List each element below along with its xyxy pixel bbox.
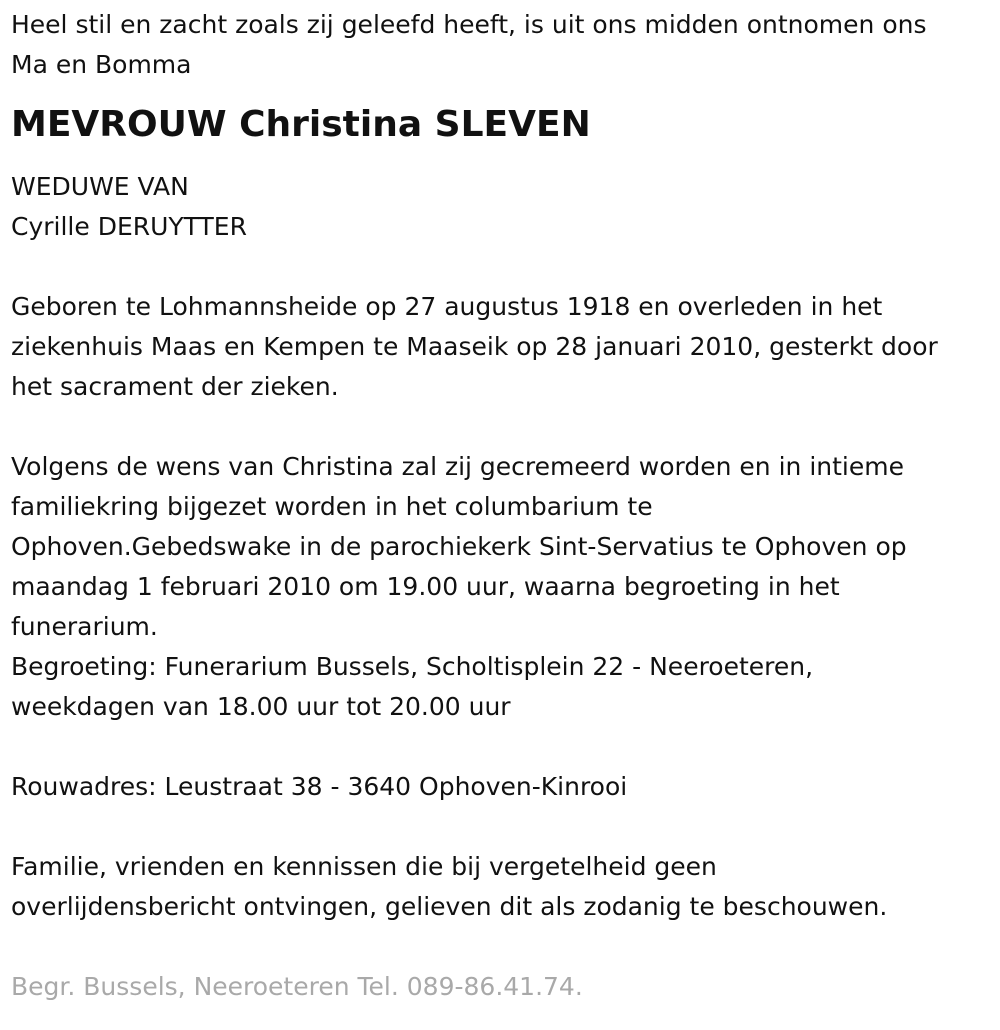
paragraph-line: funerarium. — [11, 612, 158, 641]
intro-line: Heel stil en zacht zoals zij geleefd heeft, is uit ons midden ontnomen ons — [11, 10, 927, 39]
spacer — [11, 727, 991, 767]
spacer — [11, 247, 991, 287]
birth-death-paragraph — [11, 287, 991, 407]
spacer — [11, 407, 991, 447]
paragraph-line: Familie, vrienden en kennissen die bij vergetelheid geen — [11, 852, 717, 881]
paragraph-line: Volgens de wens van Christina zal zij gecremeerd worden en in intieme — [11, 452, 904, 481]
intro-text — [11, 5, 991, 85]
paragraph-line: overlijdensbericht ontvingen, gelieven dit als zodanig te beschouwen. — [11, 892, 888, 921]
funeral-home-footer: Begr. Bussels, Neeroeteren Tel. 089-86.41.74. — [11, 972, 583, 1001]
paragraph-line: weekdagen van 18.00 uur tot 20.00 uur — [11, 692, 511, 721]
arrangements-paragraph — [11, 447, 991, 727]
mourning-address: Rouwadres: Leustraat 38 - 3640 Ophoven-Kinrooi — [11, 772, 628, 801]
spacer — [11, 927, 991, 967]
closing-paragraph — [11, 847, 991, 927]
paragraph-line: het sacrament der zieken. — [11, 372, 339, 401]
intro-line: Ma en Bomma — [11, 50, 192, 79]
paragraph-line: Ophoven.Gebedswake in de parochiekerk Sint-Servatius te Ophoven op — [11, 532, 907, 561]
paragraph-line: maandag 1 februari 2010 om 19.00 uur, waarna begroeting in het — [11, 572, 840, 601]
paragraph-line: Begroeting: Funerarium Bussels, Scholtisplein 22 - Neeroeteren, — [11, 652, 814, 681]
paragraph-line: Geboren te Lohmannsheide op 27 augustus 1918 en overleden in het — [11, 292, 883, 321]
paragraph-line: ziekenhuis Maas en Kempen te Maaseik op 28 januari 2010, gesterkt door — [11, 332, 938, 361]
deceased-name: MEVROUW Christina SLEVEN — [11, 104, 591, 145]
spacer — [11, 807, 991, 847]
death-notice — [11, 5, 991, 1007]
spouse-name: Cyrille DERUYTTER — [11, 212, 247, 241]
spouse-info — [11, 167, 991, 247]
widow-label: WEDUWE VAN — [11, 172, 189, 201]
paragraph-line: familiekring bijgezet worden in het columbarium te — [11, 492, 653, 521]
